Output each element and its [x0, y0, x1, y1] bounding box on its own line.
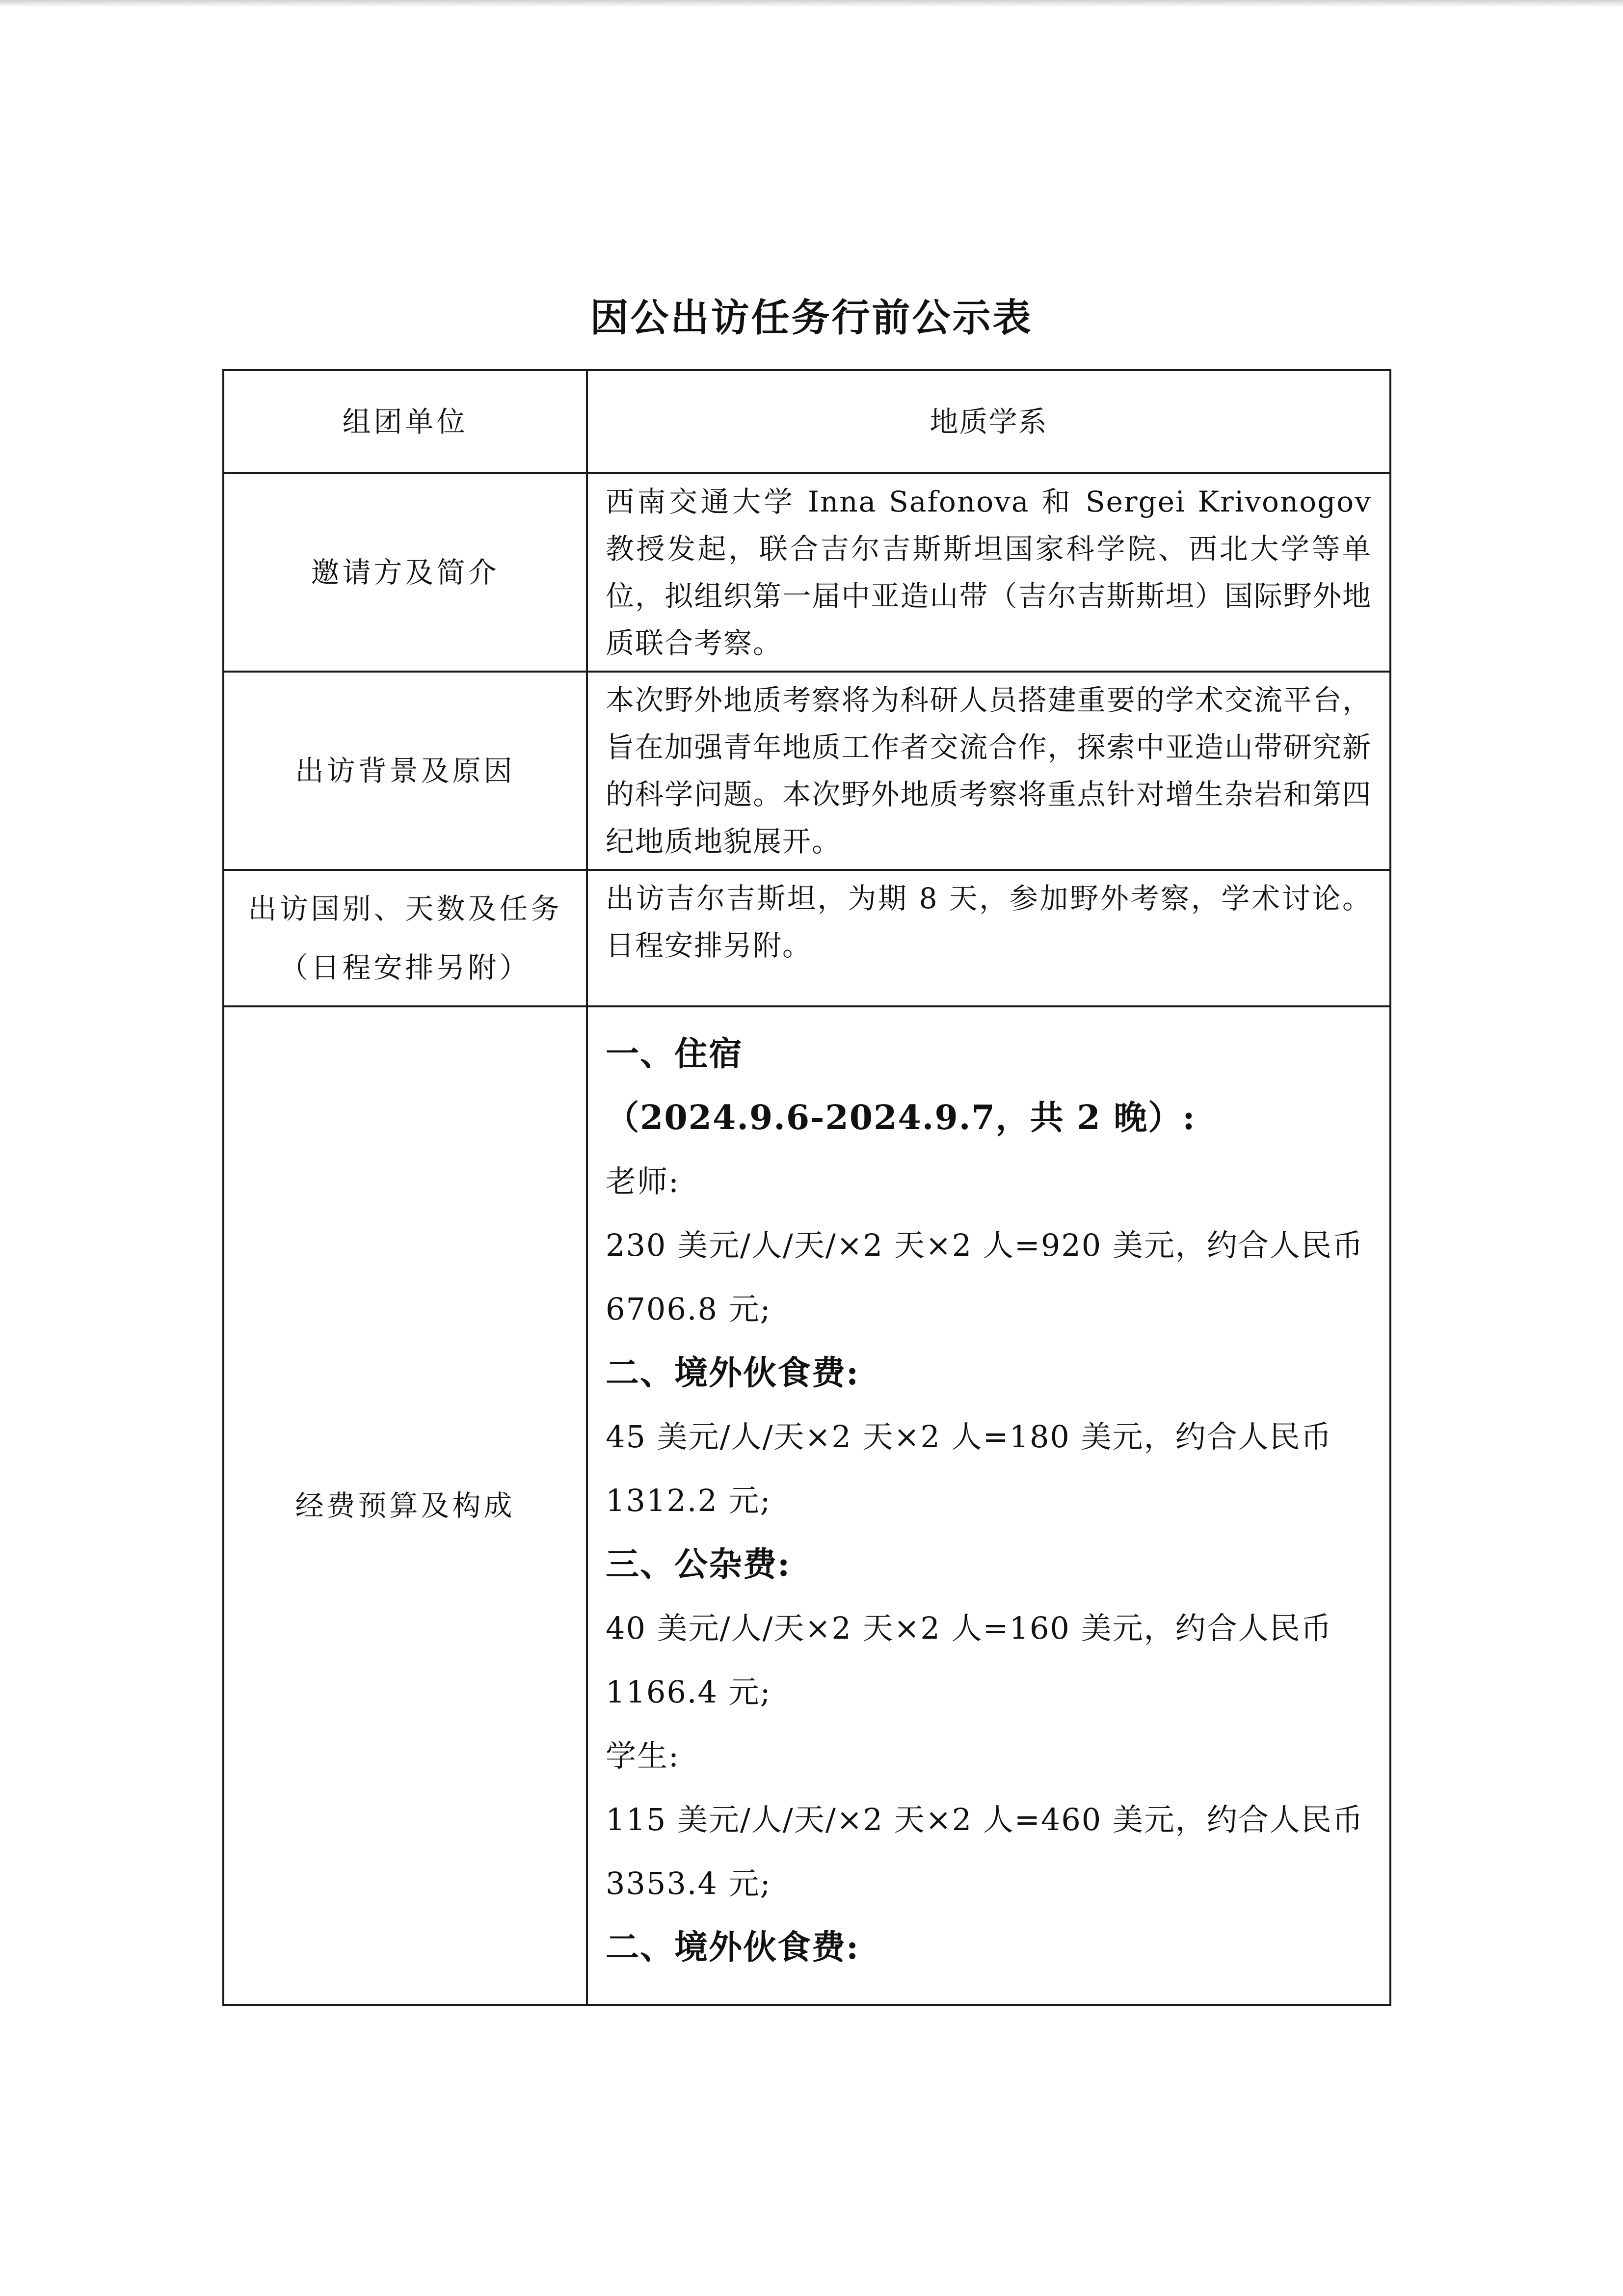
- page-title: 因公出访任务行前公示表: [590, 296, 1033, 340]
- budget-line-11: 1166.4 元;: [606, 1674, 772, 1710]
- background-label: 出访背景及原因: [223, 672, 587, 870]
- org-value: 地质学系: [587, 370, 1390, 473]
- inviter-label: 邀请方及简介: [223, 473, 587, 672]
- budget-line-14: 3353.4 元;: [606, 1865, 772, 1901]
- budget-line-1: 一、住宿: [606, 1034, 744, 1074]
- table-row-task: [223, 870, 1390, 1006]
- table-row-inviter: [223, 473, 1390, 672]
- budget-line-7: 45 美元/人/天×2 天×2 人=180 美元，约合人民币: [606, 1419, 1332, 1455]
- budget-line-6: 二、境外伙食费:: [606, 1353, 860, 1393]
- scan-edge: [0, 0, 1623, 7]
- budget-line-13: 115 美元/人/天/×2 天×2 人=460 美元，约合人民币: [606, 1802, 1364, 1837]
- budget-line-15: 二、境外伙食费:: [606, 1928, 860, 1967]
- budget-value: [587, 1006, 1390, 2005]
- task-label-line1: 出访国别、天数及任务: [248, 892, 562, 925]
- budget-line-2: （2024.9.6-2024.9.7，共 2 晚）:: [606, 1098, 1196, 1137]
- table-row-budget: [223, 1006, 1390, 2005]
- budget-line-5: 6706.8 元;: [606, 1291, 772, 1327]
- inviter-value: 西南交通大学 Inna Safonova 和 Sergei Krivonogov 教授发起，联合吉尔吉斯斯坦国家科学院、西北大学等单位，拟组织第一届中亚造山带（吉尔吉斯斯坦）国际野外地质联合考察。: [587, 473, 1390, 672]
- task-value: 出访吉尔吉斯坦，为期 8 天，参加野外考察，学术讨论。日程安排另附。: [587, 870, 1390, 1006]
- budget-line-3: 老师:: [606, 1163, 680, 1199]
- table-row-background: [223, 672, 1390, 870]
- budget-line-8: 1312.2 元;: [606, 1483, 772, 1518]
- background-value: 本次野外地质考察将为科研人员搭建重要的学术交流平台，旨在加强青年地质工作者交流合作，探索中亚造山带研究新的科学问题。本次野外地质考察将重点针对增生杂岩和第四纪地质地貌展开。: [587, 672, 1390, 870]
- budget-line-12: 学生:: [606, 1738, 680, 1774]
- budget-line-4: 230 美元/人/天/×2 天×2 人=920 美元，约合人民币: [606, 1227, 1364, 1263]
- budget-line-10: 40 美元/人/天×2 天×2 人=160 美元，约合人民币: [606, 1610, 1332, 1646]
- notice-table: [222, 369, 1391, 2006]
- budget-line-9: 三、公杂费:: [606, 1545, 791, 1584]
- org-label: 组团单位: [223, 370, 587, 473]
- table-row-org: [223, 370, 1390, 473]
- task-label-line2: （日程安排另附）: [279, 951, 531, 984]
- task-label: [223, 870, 587, 1006]
- budget-label: 经费预算及构成: [223, 1006, 587, 2005]
